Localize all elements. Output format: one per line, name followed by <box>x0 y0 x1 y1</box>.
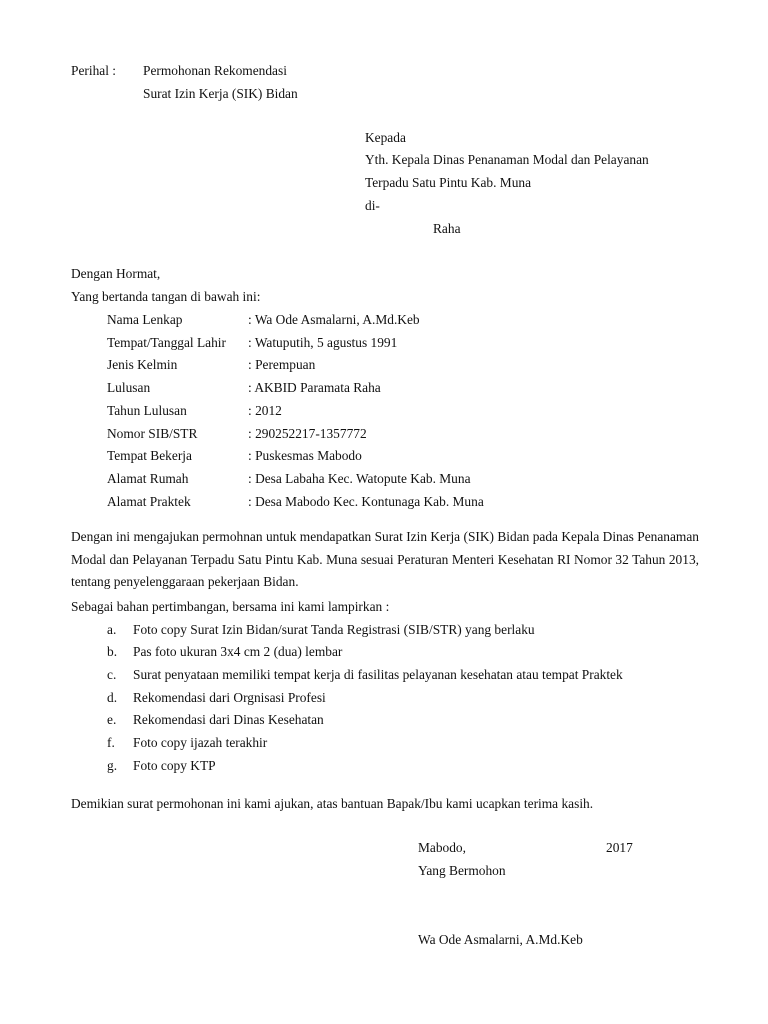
attachment-item: Rekomendasi dari Orgnisasi Profesi <box>133 690 326 705</box>
signature-year: 2017 <box>606 840 633 855</box>
recipient-city: Raha <box>433 221 461 236</box>
attachment-item: Pas foto ukuran 3x4 cm 2 (dua) lembar <box>133 644 343 659</box>
identity-label: Nama Lenkap <box>107 312 183 327</box>
attachment-letter: a. <box>107 622 117 637</box>
identity-value: : 290252217-1357772 <box>248 426 367 441</box>
attachment-letter: e. <box>107 712 117 727</box>
recipient-line-1: Yth. Kepala Dinas Penanaman Modal dan Pelayanan <box>365 152 649 167</box>
attachment-letter: f. <box>107 735 115 750</box>
identity-label: Tahun Lulusan <box>107 403 187 418</box>
identity-label: Nomor SIB/STR <box>107 426 198 441</box>
identity-label: Tempat/Tanggal Lahir <box>107 335 226 350</box>
perihal-line-2: Surat Izin Kerja (SIK) Bidan <box>143 86 298 101</box>
identity-value: : Desa Mabodo Kec. Kontunaga Kab. Muna <box>248 494 484 509</box>
attachment-letter: b. <box>107 644 118 659</box>
identity-value: : AKBID Paramata Raha <box>248 380 381 395</box>
intro-line: Yang bertanda tangan di bawah ini: <box>71 289 261 304</box>
signature-applicant-label: Yang Bermohon <box>418 863 506 878</box>
identity-value: : Perempuan <box>248 357 316 372</box>
perihal-line-1: Permohonan Rekomendasi <box>143 63 287 78</box>
perihal-label: Perihal : <box>71 63 116 78</box>
attachment-letter: c. <box>107 667 117 682</box>
identity-value: : Puskesmas Mabodo <box>248 448 362 463</box>
attachment-item: Foto copy Surat Izin Bidan/surat Tanda Registrasi (SIB/STR) yang berlaku <box>133 622 535 637</box>
recipient-line-2: Terpadu Satu Pintu Kab. Muna <box>365 175 532 190</box>
identity-label: Lulusan <box>107 380 151 395</box>
identity-value: : Watuputih, 5 agustus 1991 <box>248 335 398 350</box>
identity-value: : Wa Ode Asmalarni, A.Md.Keb <box>248 312 420 327</box>
identity-label: Alamat Rumah <box>107 471 189 486</box>
attachment-letter: d. <box>107 690 118 705</box>
recipient-di: di- <box>365 198 380 213</box>
signature-place: Mabodo, <box>418 840 466 855</box>
signature-name: Wa Ode Asmalarni, A.Md.Keb <box>418 932 583 947</box>
closing-text: Demikian surat permohonan ini kami ajukan, atas bantuan Bapak/Ibu kami ucapkan terima kasih. <box>71 796 594 811</box>
identity-label: Alamat Praktek <box>107 494 191 509</box>
attachments-intro: Sebagai bahan pertimbangan, bersama ini kami lampirkan : <box>71 599 390 614</box>
identity-label: Tempat Bekerja <box>107 448 192 463</box>
recipient-kepada: Kepada <box>365 130 406 145</box>
attachment-letter: g. <box>107 758 118 773</box>
greeting: Dengan Hormat, <box>71 266 161 281</box>
attachment-item: Rekomendasi dari Dinas Kesehatan <box>133 712 324 727</box>
attachment-item: Surat penyataan memiliki tempat kerja di fasilitas pelayanan kesehatan atau tempat Praktek <box>133 667 623 682</box>
attachment-item: Foto copy ijazah terakhir <box>133 735 268 750</box>
identity-value: : Desa Labaha Kec. Watopute Kab. Muna <box>248 471 471 486</box>
identity-value: : 2012 <box>248 403 282 418</box>
body-paragraph: Dengan ini mengajukan permohnan untuk mendapatkan Surat Izin Kerja (SIK) Bidan pada Kepala Dinas Penanaman Modal dan Pelayanan Terpadu Satu Pintu Kab. Muna sesuai Peraturan Menteri Kesehatan RI Nomor 32 Tahun 2013, tentang penyelenggaraan pekerjaan Bidan. <box>71 529 699 590</box>
identity-label: Jenis Kelmin <box>107 357 178 372</box>
attachment-item: Foto copy KTP <box>133 758 216 773</box>
